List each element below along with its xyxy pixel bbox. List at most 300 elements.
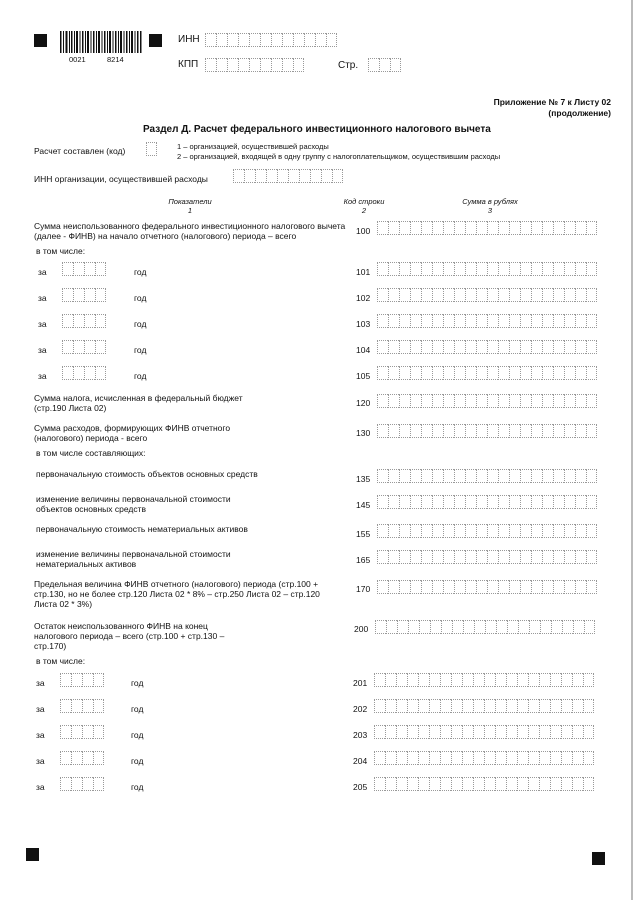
row-104-amount-cell[interactable]	[553, 340, 564, 354]
row-102-amount-cell[interactable]	[542, 288, 553, 302]
row-100-amount-cell[interactable]	[520, 221, 531, 235]
row-102-amount-cell[interactable]	[498, 288, 509, 302]
row-170-amount-cell[interactable]	[520, 580, 531, 594]
row-202-amount-cell[interactable]	[451, 699, 462, 713]
row-120-amount-cell[interactable]	[454, 394, 465, 408]
row-170-amount-cell[interactable]	[487, 580, 498, 594]
row-203-amount-cell[interactable]	[462, 725, 473, 739]
inn-field-cell[interactable]	[315, 33, 326, 47]
row-202-amount[interactable]	[374, 699, 594, 713]
row-105-amount-cell[interactable]	[531, 366, 542, 380]
row-101-amount-cell[interactable]	[542, 262, 553, 276]
row-102-year-cell[interactable]	[95, 288, 106, 302]
row-103-amount-cell[interactable]	[421, 314, 432, 328]
row-101-year-cell[interactable]	[95, 262, 106, 276]
row-120-amount-cell[interactable]	[520, 394, 531, 408]
row-104-amount-cell[interactable]	[388, 340, 399, 354]
row-103-amount-cell[interactable]	[443, 314, 454, 328]
row-105-amount-cell[interactable]	[575, 366, 586, 380]
row-205-amount-cell[interactable]	[473, 777, 484, 791]
row-155-amount-cell[interactable]	[575, 524, 586, 538]
row-101-amount-cell[interactable]	[476, 262, 487, 276]
row-205-amount[interactable]	[374, 777, 594, 791]
kpp-field-cell[interactable]	[227, 58, 238, 72]
row-102-amount-cell[interactable]	[377, 288, 388, 302]
row-165-amount-cell[interactable]	[399, 550, 410, 564]
row-170-amount-cell[interactable]	[443, 580, 454, 594]
row-204-amount-cell[interactable]	[561, 751, 572, 765]
row-135-amount-cell[interactable]	[377, 469, 388, 483]
row-145-amount-cell[interactable]	[465, 495, 476, 509]
row-103-amount-cell[interactable]	[498, 314, 509, 328]
row-105-amount-cell[interactable]	[432, 366, 443, 380]
row-102-amount-cell[interactable]	[443, 288, 454, 302]
row-104-amount-cell[interactable]	[454, 340, 465, 354]
row-155-amount-cell[interactable]	[586, 524, 597, 538]
row-202-amount-cell[interactable]	[517, 699, 528, 713]
row-102-amount-cell[interactable]	[586, 288, 597, 302]
row-200-amount-cell[interactable]	[375, 620, 386, 634]
row-105-amount-cell[interactable]	[498, 366, 509, 380]
row-103-amount-cell[interactable]	[586, 314, 597, 328]
row-200-amount-cell[interactable]	[419, 620, 430, 634]
row-145-amount-cell[interactable]	[377, 495, 388, 509]
row-203-year-cell[interactable]	[60, 725, 71, 739]
row-203-amount-cell[interactable]	[374, 725, 385, 739]
row-103-amount-cell[interactable]	[465, 314, 476, 328]
row-105-amount-cell[interactable]	[487, 366, 498, 380]
row-120-amount[interactable]	[377, 394, 597, 408]
row-200-amount-cell[interactable]	[551, 620, 562, 634]
row-130-amount-cell[interactable]	[487, 424, 498, 438]
row-203-amount-cell[interactable]	[517, 725, 528, 739]
row-103-amount-cell[interactable]	[564, 314, 575, 328]
row-204-amount-cell[interactable]	[506, 751, 517, 765]
row-102-amount-cell[interactable]	[575, 288, 586, 302]
row-105-amount-cell[interactable]	[564, 366, 575, 380]
row-170-amount-cell[interactable]	[586, 580, 597, 594]
row-200-amount-cell[interactable]	[584, 620, 595, 634]
row-100-amount-cell[interactable]	[410, 221, 421, 235]
row-204-year-cell[interactable]	[71, 751, 82, 765]
row-202-year-cell[interactable]	[82, 699, 93, 713]
row-120-amount-cell[interactable]	[487, 394, 498, 408]
row-165-amount-cell[interactable]	[454, 550, 465, 564]
kpp-field[interactable]	[205, 58, 304, 72]
row-201-amount-cell[interactable]	[451, 673, 462, 687]
row-101-year-cell[interactable]	[62, 262, 73, 276]
row-204-amount-cell[interactable]	[418, 751, 429, 765]
inn-org-field-cell[interactable]	[244, 169, 255, 183]
row-105-year-cell[interactable]	[84, 366, 95, 380]
row-120-amount-cell[interactable]	[509, 394, 520, 408]
row-130-amount-cell[interactable]	[476, 424, 487, 438]
row-105-amount-cell[interactable]	[465, 366, 476, 380]
row-104-year-cell[interactable]	[73, 340, 84, 354]
row-103-amount-cell[interactable]	[377, 314, 388, 328]
row-165-amount-cell[interactable]	[564, 550, 575, 564]
inn-org-field-cell[interactable]	[332, 169, 343, 183]
row-100-amount-cell[interactable]	[476, 221, 487, 235]
row-102-amount[interactable]	[377, 288, 597, 302]
row-204-amount-cell[interactable]	[396, 751, 407, 765]
row-202-year-cell[interactable]	[71, 699, 82, 713]
row-101-amount-cell[interactable]	[432, 262, 443, 276]
row-205-amount-cell[interactable]	[440, 777, 451, 791]
row-203-amount-cell[interactable]	[539, 725, 550, 739]
row-101-amount-cell[interactable]	[509, 262, 520, 276]
inn-field-cell[interactable]	[249, 33, 260, 47]
row-104-amount-cell[interactable]	[410, 340, 421, 354]
row-201-amount-cell[interactable]	[550, 673, 561, 687]
row-201-amount-cell[interactable]	[484, 673, 495, 687]
row-130-amount-cell[interactable]	[498, 424, 509, 438]
row-205-amount-cell[interactable]	[418, 777, 429, 791]
row-200-amount-cell[interactable]	[386, 620, 397, 634]
inn-org-field-cell[interactable]	[277, 169, 288, 183]
row-103-amount-cell[interactable]	[487, 314, 498, 328]
row-170-amount-cell[interactable]	[421, 580, 432, 594]
row-204-amount-cell[interactable]	[517, 751, 528, 765]
row-145-amount-cell[interactable]	[399, 495, 410, 509]
inn-org-field-cell[interactable]	[321, 169, 332, 183]
row-205-amount-cell[interactable]	[495, 777, 506, 791]
row-101-amount-cell[interactable]	[553, 262, 564, 276]
row-165-amount-cell[interactable]	[531, 550, 542, 564]
row-203-amount-cell[interactable]	[495, 725, 506, 739]
row-102-year-cell[interactable]	[62, 288, 73, 302]
row-202-amount-cell[interactable]	[495, 699, 506, 713]
row-200-amount-cell[interactable]	[485, 620, 496, 634]
row-202-amount-cell[interactable]	[506, 699, 517, 713]
row-100-amount-cell[interactable]	[399, 221, 410, 235]
row-203-year[interactable]	[60, 725, 104, 739]
row-105-amount-cell[interactable]	[443, 366, 454, 380]
row-100-amount-cell[interactable]	[586, 221, 597, 235]
row-101-amount[interactable]	[377, 262, 597, 276]
row-165-amount-cell[interactable]	[575, 550, 586, 564]
inn-field-cell[interactable]	[304, 33, 315, 47]
row-205-year[interactable]	[60, 777, 104, 791]
row-130-amount-cell[interactable]	[377, 424, 388, 438]
row-105-amount-cell[interactable]	[399, 366, 410, 380]
row-205-amount-cell[interactable]	[484, 777, 495, 791]
row-104-amount[interactable]	[377, 340, 597, 354]
row-165-amount-cell[interactable]	[443, 550, 454, 564]
row-105-year-cell[interactable]	[62, 366, 73, 380]
row-203-amount-cell[interactable]	[572, 725, 583, 739]
row-103-amount-cell[interactable]	[476, 314, 487, 328]
row-170-amount-cell[interactable]	[498, 580, 509, 594]
row-120-amount-cell[interactable]	[575, 394, 586, 408]
row-130-amount-cell[interactable]	[575, 424, 586, 438]
kpp-field-cell[interactable]	[260, 58, 271, 72]
row-103-amount-cell[interactable]	[520, 314, 531, 328]
row-201-amount-cell[interactable]	[517, 673, 528, 687]
row-202-amount-cell[interactable]	[396, 699, 407, 713]
row-204-amount-cell[interactable]	[462, 751, 473, 765]
row-104-year-cell[interactable]	[62, 340, 73, 354]
row-170-amount-cell[interactable]	[575, 580, 586, 594]
row-104-amount-cell[interactable]	[443, 340, 454, 354]
row-170-amount-cell[interactable]	[410, 580, 421, 594]
row-205-year-cell[interactable]	[71, 777, 82, 791]
row-201-amount-cell[interactable]	[528, 673, 539, 687]
row-145-amount-cell[interactable]	[443, 495, 454, 509]
row-205-amount-cell[interactable]	[429, 777, 440, 791]
inn-field-cell[interactable]	[238, 33, 249, 47]
row-120-amount-cell[interactable]	[586, 394, 597, 408]
row-102-amount-cell[interactable]	[564, 288, 575, 302]
row-200-amount-cell[interactable]	[540, 620, 551, 634]
row-155-amount-cell[interactable]	[476, 524, 487, 538]
row-155-amount-cell[interactable]	[388, 524, 399, 538]
row-205-amount-cell[interactable]	[561, 777, 572, 791]
row-201-amount-cell[interactable]	[495, 673, 506, 687]
row-170-amount-cell[interactable]	[476, 580, 487, 594]
row-155-amount-cell[interactable]	[377, 524, 388, 538]
row-201-amount[interactable]	[374, 673, 594, 687]
row-202-amount-cell[interactable]	[583, 699, 594, 713]
row-170-amount-cell[interactable]	[432, 580, 443, 594]
row-101-amount-cell[interactable]	[421, 262, 432, 276]
row-100-amount-cell[interactable]	[542, 221, 553, 235]
row-204-amount-cell[interactable]	[440, 751, 451, 765]
row-104-amount-cell[interactable]	[465, 340, 476, 354]
row-165-amount-cell[interactable]	[432, 550, 443, 564]
row-165-amount-cell[interactable]	[476, 550, 487, 564]
row-205-amount-cell[interactable]	[572, 777, 583, 791]
row-145-amount-cell[interactable]	[454, 495, 465, 509]
row-202-amount-cell[interactable]	[539, 699, 550, 713]
row-102-amount-cell[interactable]	[432, 288, 443, 302]
row-101-amount-cell[interactable]	[586, 262, 597, 276]
row-205-amount-cell[interactable]	[462, 777, 473, 791]
row-165-amount-cell[interactable]	[509, 550, 520, 564]
row-102-amount-cell[interactable]	[520, 288, 531, 302]
row-101-amount-cell[interactable]	[443, 262, 454, 276]
row-101-amount-cell[interactable]	[520, 262, 531, 276]
inn-org-field-cell[interactable]	[255, 169, 266, 183]
row-105-amount-cell[interactable]	[377, 366, 388, 380]
row-102-amount-cell[interactable]	[531, 288, 542, 302]
row-202-amount-cell[interactable]	[528, 699, 539, 713]
row-201-amount-cell[interactable]	[561, 673, 572, 687]
row-130-amount-cell[interactable]	[509, 424, 520, 438]
row-201-amount-cell[interactable]	[429, 673, 440, 687]
row-104-amount-cell[interactable]	[542, 340, 553, 354]
row-204-year[interactable]	[60, 751, 104, 765]
row-201-year-cell[interactable]	[71, 673, 82, 687]
row-155-amount-cell[interactable]	[553, 524, 564, 538]
row-100-amount-cell[interactable]	[509, 221, 520, 235]
row-202-amount-cell[interactable]	[374, 699, 385, 713]
row-165-amount-cell[interactable]	[377, 550, 388, 564]
inn-org-field-cell[interactable]	[233, 169, 244, 183]
row-170-amount[interactable]	[377, 580, 597, 594]
row-205-amount-cell[interactable]	[396, 777, 407, 791]
row-202-amount-cell[interactable]	[385, 699, 396, 713]
kpp-field-cell[interactable]	[249, 58, 260, 72]
row-100-amount-cell[interactable]	[553, 221, 564, 235]
row-170-amount-cell[interactable]	[399, 580, 410, 594]
row-102-amount-cell[interactable]	[476, 288, 487, 302]
row-135-amount-cell[interactable]	[454, 469, 465, 483]
row-104-amount-cell[interactable]	[399, 340, 410, 354]
row-105-year[interactable]	[62, 366, 106, 380]
kpp-field-cell[interactable]	[238, 58, 249, 72]
kpp-field-cell[interactable]	[282, 58, 293, 72]
row-204-year-cell[interactable]	[60, 751, 71, 765]
row-102-year-cell[interactable]	[84, 288, 95, 302]
row-145-amount[interactable]	[377, 495, 597, 509]
row-200-amount-cell[interactable]	[452, 620, 463, 634]
row-200-amount-cell[interactable]	[573, 620, 584, 634]
row-105-amount-cell[interactable]	[542, 366, 553, 380]
row-105-amount-cell[interactable]	[388, 366, 399, 380]
row-145-amount-cell[interactable]	[432, 495, 443, 509]
row-155-amount-cell[interactable]	[454, 524, 465, 538]
row-101-year[interactable]	[62, 262, 106, 276]
row-120-amount-cell[interactable]	[432, 394, 443, 408]
row-105-year-cell[interactable]	[95, 366, 106, 380]
row-100-amount-cell[interactable]	[575, 221, 586, 235]
row-203-amount-cell[interactable]	[407, 725, 418, 739]
row-103-year[interactable]	[62, 314, 106, 328]
row-145-amount-cell[interactable]	[487, 495, 498, 509]
calc-by-code-field-cell[interactable]	[146, 142, 157, 156]
row-135-amount-cell[interactable]	[388, 469, 399, 483]
inn-field-cell[interactable]	[227, 33, 238, 47]
row-202-amount-cell[interactable]	[473, 699, 484, 713]
row-165-amount-cell[interactable]	[465, 550, 476, 564]
row-105-amount[interactable]	[377, 366, 597, 380]
row-165-amount-cell[interactable]	[520, 550, 531, 564]
page-number-field[interactable]	[368, 58, 401, 72]
page-number-field-cell[interactable]	[368, 58, 379, 72]
row-165-amount-cell[interactable]	[498, 550, 509, 564]
row-203-year-cell[interactable]	[71, 725, 82, 739]
row-201-year-cell[interactable]	[93, 673, 104, 687]
row-201-amount-cell[interactable]	[407, 673, 418, 687]
row-205-amount-cell[interactable]	[539, 777, 550, 791]
row-145-amount-cell[interactable]	[553, 495, 564, 509]
row-120-amount-cell[interactable]	[498, 394, 509, 408]
row-205-amount-cell[interactable]	[451, 777, 462, 791]
row-120-amount-cell[interactable]	[553, 394, 564, 408]
row-205-year-cell[interactable]	[82, 777, 93, 791]
row-104-amount-cell[interactable]	[520, 340, 531, 354]
row-100-amount-cell[interactable]	[454, 221, 465, 235]
row-135-amount-cell[interactable]	[410, 469, 421, 483]
row-205-amount-cell[interactable]	[374, 777, 385, 791]
row-105-amount-cell[interactable]	[520, 366, 531, 380]
row-104-amount-cell[interactable]	[509, 340, 520, 354]
row-135-amount-cell[interactable]	[487, 469, 498, 483]
row-104-year-cell[interactable]	[95, 340, 106, 354]
row-204-year-cell[interactable]	[93, 751, 104, 765]
row-205-amount-cell[interactable]	[385, 777, 396, 791]
row-120-amount-cell[interactable]	[377, 394, 388, 408]
row-155-amount-cell[interactable]	[465, 524, 476, 538]
row-204-amount-cell[interactable]	[429, 751, 440, 765]
row-201-amount-cell[interactable]	[396, 673, 407, 687]
row-204-year-cell[interactable]	[82, 751, 93, 765]
row-205-year-cell[interactable]	[60, 777, 71, 791]
row-103-year-cell[interactable]	[73, 314, 84, 328]
row-204-amount[interactable]	[374, 751, 594, 765]
row-103-amount-cell[interactable]	[388, 314, 399, 328]
row-101-amount-cell[interactable]	[388, 262, 399, 276]
row-100-amount-cell[interactable]	[377, 221, 388, 235]
row-203-amount-cell[interactable]	[396, 725, 407, 739]
row-135-amount[interactable]	[377, 469, 597, 483]
kpp-field-cell[interactable]	[205, 58, 216, 72]
row-170-amount-cell[interactable]	[465, 580, 476, 594]
row-145-amount-cell[interactable]	[564, 495, 575, 509]
row-135-amount-cell[interactable]	[509, 469, 520, 483]
row-130-amount-cell[interactable]	[410, 424, 421, 438]
row-130-amount-cell[interactable]	[553, 424, 564, 438]
row-145-amount-cell[interactable]	[410, 495, 421, 509]
row-205-amount-cell[interactable]	[506, 777, 517, 791]
row-104-amount-cell[interactable]	[586, 340, 597, 354]
row-101-year-cell[interactable]	[84, 262, 95, 276]
row-202-amount-cell[interactable]	[407, 699, 418, 713]
row-135-amount-cell[interactable]	[498, 469, 509, 483]
inn-org-field[interactable]	[233, 169, 343, 183]
row-100-amount-cell[interactable]	[487, 221, 498, 235]
row-145-amount-cell[interactable]	[575, 495, 586, 509]
row-103-amount-cell[interactable]	[454, 314, 465, 328]
row-202-amount-cell[interactable]	[418, 699, 429, 713]
row-104-year-cell[interactable]	[84, 340, 95, 354]
row-202-amount-cell[interactable]	[561, 699, 572, 713]
row-204-amount-cell[interactable]	[374, 751, 385, 765]
row-101-amount-cell[interactable]	[399, 262, 410, 276]
inn-field-cell[interactable]	[326, 33, 337, 47]
row-165-amount-cell[interactable]	[542, 550, 553, 564]
row-135-amount-cell[interactable]	[421, 469, 432, 483]
row-130-amount-cell[interactable]	[465, 424, 476, 438]
row-103-amount-cell[interactable]	[531, 314, 542, 328]
inn-field-cell[interactable]	[260, 33, 271, 47]
row-205-amount-cell[interactable]	[407, 777, 418, 791]
row-102-amount-cell[interactable]	[410, 288, 421, 302]
row-105-amount-cell[interactable]	[454, 366, 465, 380]
row-155-amount-cell[interactable]	[432, 524, 443, 538]
row-200-amount-cell[interactable]	[507, 620, 518, 634]
row-203-amount-cell[interactable]	[451, 725, 462, 739]
row-202-amount-cell[interactable]	[550, 699, 561, 713]
row-202-amount-cell[interactable]	[484, 699, 495, 713]
row-165-amount-cell[interactable]	[410, 550, 421, 564]
row-145-amount-cell[interactable]	[388, 495, 399, 509]
row-201-amount-cell[interactable]	[440, 673, 451, 687]
row-200-amount-cell[interactable]	[441, 620, 452, 634]
row-105-amount-cell[interactable]	[410, 366, 421, 380]
row-155-amount-cell[interactable]	[410, 524, 421, 538]
row-135-amount-cell[interactable]	[553, 469, 564, 483]
row-120-amount-cell[interactable]	[542, 394, 553, 408]
row-100-amount-cell[interactable]	[465, 221, 476, 235]
row-100-amount[interactable]	[377, 221, 597, 235]
row-102-year-cell[interactable]	[73, 288, 84, 302]
row-165-amount-cell[interactable]	[553, 550, 564, 564]
row-103-year-cell[interactable]	[62, 314, 73, 328]
row-135-amount-cell[interactable]	[443, 469, 454, 483]
row-201-amount-cell[interactable]	[506, 673, 517, 687]
